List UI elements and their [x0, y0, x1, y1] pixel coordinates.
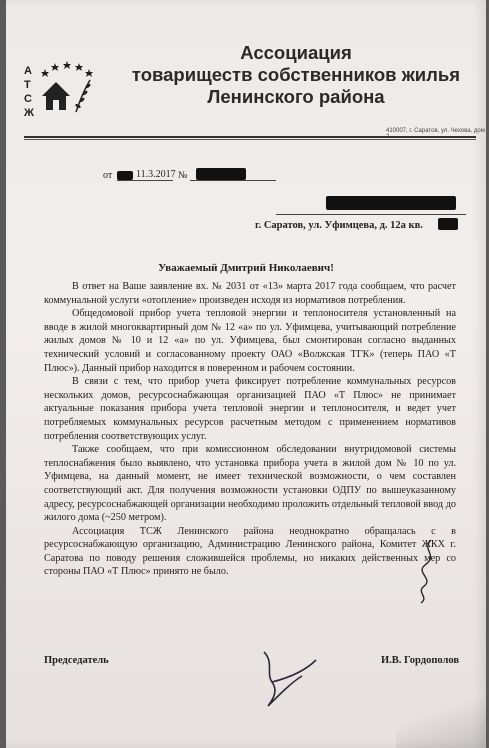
letter-sheet: [6, 0, 486, 748]
ref-from-label: от: [103, 170, 113, 181]
signatory-name: И.В. Гордополов: [381, 655, 460, 666]
header-rule-thin: [24, 139, 476, 140]
recipient-underline: [276, 214, 466, 215]
logo-letter-s: С: [24, 93, 32, 105]
letter-paragraph: В ответ на Ваше заявление вх. № 2031 от «13» марта 2017 года сообщаем, что расчет коммунальной услуги «отопление» произведен исходя из нормативов потребления.: [44, 281, 456, 306]
ref-number-label: №: [178, 170, 188, 181]
handwritten-mark: [401, 535, 451, 605]
letter-paragraph: Общедомовой прибор учета тепловой энергии и теплоносителя установленный на вводе в жилой многоквартирный дом № 12 «а» по ул. Уфимцева, учитывающий потребление жилых домов № 10 и 12 «а» по ул. Уфимцева, был смонтирован согласно выданных технический условий и согласованному проекту ОАО «Волжская ТГК» (теперь ПАО «Т Плюс»). Данный прибор находится в поверенном и рабочем состоянии.: [44, 308, 456, 374]
redaction-block: [438, 218, 458, 230]
association-logo: [20, 60, 100, 120]
redaction-block: [117, 171, 133, 180]
signatory-title: Председатель: [44, 655, 109, 666]
recipient-address: г. Саратов, ул. Уфимцева, д. 12а кв.: [255, 220, 423, 231]
logo-letter-zh: Ж: [24, 107, 34, 119]
ref-date: 11.3.2017: [136, 169, 176, 180]
header-rule: [24, 136, 476, 138]
organization-name: [116, 42, 476, 108]
ref-number-underline: [190, 180, 276, 181]
letter-body: [44, 280, 456, 579]
letter-paragraph: Ассоциация ТСЖ Ленинского района неоднократно обращалась с в ресурсоснабжающую организацию, Администрацию Ленинского района, Комитет ЖКХ г. Саратова по поводу решения сложившейся проблемы, но никаких действенных мер со стороны ПАО «Т Плюс» принято не было.: [44, 525, 456, 578]
org-name-line2: товариществ собственников жилья: [131, 64, 461, 85]
letter-paragraph: В связи с тем, что прибор учета фиксирует потребление коммунальных ресурсов нескольких домов, ресурсоснабжающая организацией ПАО «Т Плюс» не принимает актуальные показания прибора учета тепловой энергии и теплоносителя, и ведет учет потребляемых коммунальных ресурсов расчетным методом с применением нормативов потребления соответствующих услуг.: [44, 376, 456, 442]
logo-letter-a: А: [24, 65, 32, 77]
letter-greeting: Уважаемый Дмитрий Николаевич!: [158, 262, 334, 274]
handwritten-signature: [244, 642, 344, 712]
page-shadow: [396, 688, 486, 748]
organization-address: 410007, г. Саратов, ул. Чехова, дом: [386, 128, 485, 134]
org-name-line1: Ассоциация: [240, 42, 352, 63]
logo-letter-t: Т: [24, 79, 31, 91]
letter-paragraph: Также сообщаем, что при комиссионном обследовании внутридомовой системы теплоснабжения было выявлено, что установка прибора учета в жилой дом № 10 по ул. Уфимцева, на данный момент, не имеет технической возможности, о чем составлен соответствующий акт. Для получения возможности установки ОДПУ по вышеуказанному адресу, ресурсоснабжающей организации необходимо проложить отдельный тепловой ввод до жилого дома (~250 метром).: [44, 444, 456, 524]
ref-date-underline: [117, 180, 173, 181]
org-name-line3: Ленинского района: [207, 86, 385, 107]
redaction-block: [196, 168, 246, 180]
redaction-block: [326, 196, 456, 210]
